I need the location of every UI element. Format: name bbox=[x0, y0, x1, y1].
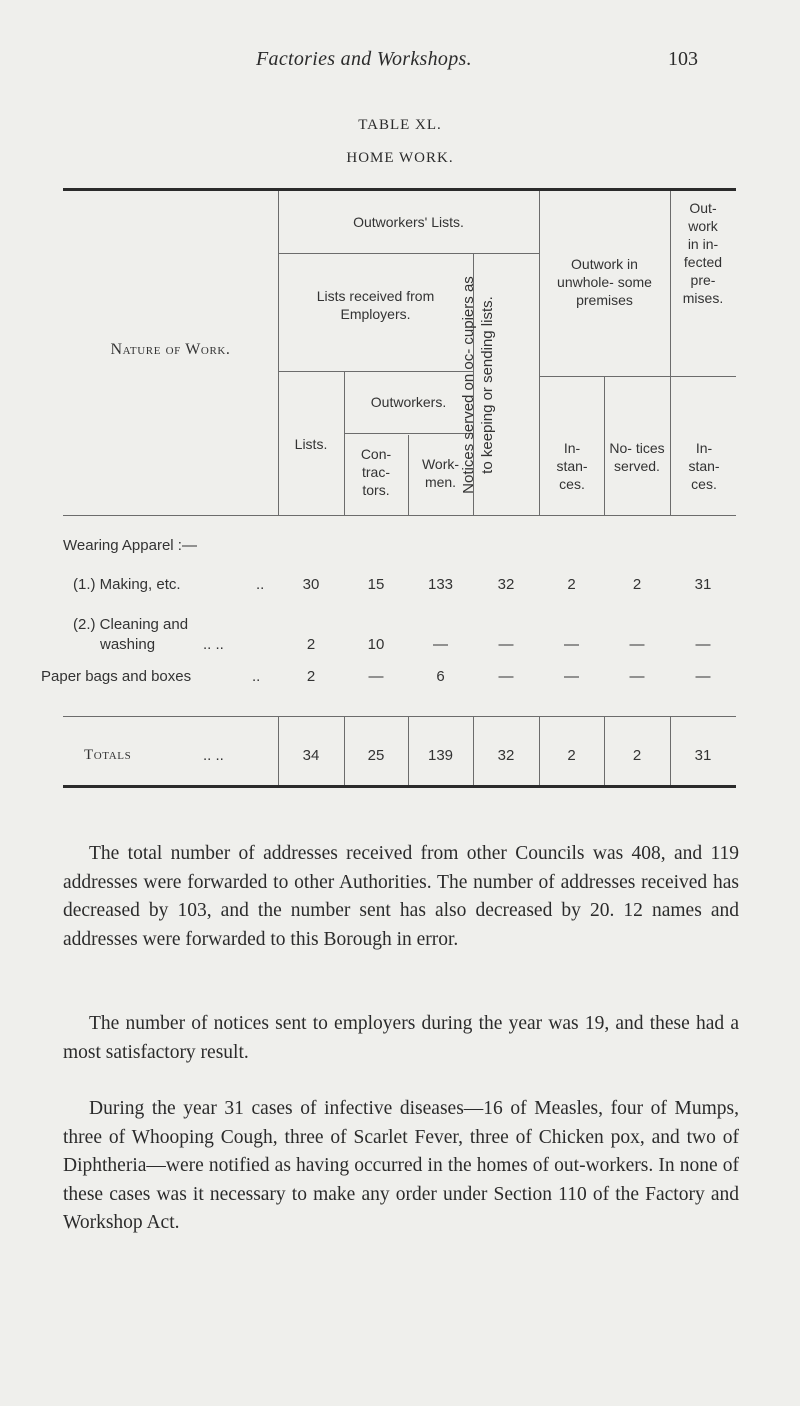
totals-cell: 2 bbox=[567, 747, 576, 764]
paragraph-text: The number of notices sent to employers during the year was 19, and these had a most satisfactory result. bbox=[63, 1013, 739, 1063]
table-cell: — bbox=[564, 668, 579, 685]
row-dots: .. bbox=[256, 576, 265, 593]
row-dots: .. bbox=[252, 668, 261, 685]
contractors-header: Con- trac- tors. bbox=[360, 446, 392, 498]
table-cell: 31 bbox=[694, 576, 712, 593]
table-cell: 10 bbox=[367, 636, 385, 653]
table-cell: 2 bbox=[306, 636, 316, 653]
table-cell: 2 bbox=[567, 576, 576, 593]
row-label: (1.) Making, etc. bbox=[73, 576, 181, 593]
paragraph-addresses bbox=[63, 840, 739, 954]
col-divider bbox=[408, 435, 409, 516]
running-title: Factories and Workshops. bbox=[256, 48, 472, 70]
totals-cell: 139 bbox=[427, 747, 454, 764]
totals-cell: 34 bbox=[302, 747, 320, 764]
header-rule bbox=[344, 433, 473, 434]
row-label-continued: washing bbox=[100, 636, 156, 653]
row-label: (2.) Cleaning and bbox=[73, 616, 189, 633]
lists-received-header: Lists received from Employers. bbox=[316, 288, 435, 322]
header-rule bbox=[278, 253, 539, 254]
col-divider bbox=[278, 191, 279, 516]
workmen-header: Work- men. bbox=[421, 456, 460, 490]
table-number: TABLE XL. bbox=[358, 117, 442, 133]
totals-label: Totals bbox=[84, 747, 132, 763]
notices-served-header: Notices served on oc- cupiers as to keeping or sending lists. bbox=[460, 276, 496, 494]
paragraph-text: The total number of addresses received from other Councils was 408, and 119 addresses were forwarded to other Authorities. The number of addresses received has decreased by 103, and the number sent has also decreased by 20. 12 names and addresses were forwarded to this Borough in error. bbox=[63, 843, 739, 950]
table-cell: 15 bbox=[367, 576, 385, 593]
table-cell: — bbox=[368, 668, 384, 685]
table-top-rule bbox=[63, 188, 736, 191]
col-divider bbox=[539, 191, 540, 516]
totals-cell: 25 bbox=[367, 747, 385, 764]
table-cell: 133 bbox=[427, 576, 454, 593]
row-dots: .. .. bbox=[203, 636, 224, 653]
unwholesome-premises-header: Outwork in unwhole- some premises bbox=[557, 256, 652, 308]
table-cell: — bbox=[695, 668, 711, 685]
page-header bbox=[0, 48, 800, 78]
table-bottom-rule bbox=[63, 785, 736, 788]
infected-premises-header: Out- work in in- fected pre- mises. bbox=[682, 200, 724, 306]
table-cell: — bbox=[498, 668, 514, 685]
table-cell: — bbox=[564, 636, 579, 653]
unwholesome-instances-header: In- stan- ces. bbox=[556, 440, 588, 492]
table-cell: — bbox=[433, 636, 448, 653]
totals-rule bbox=[63, 716, 736, 717]
table-cell: 2 bbox=[306, 668, 316, 685]
paragraph-diseases bbox=[63, 1095, 739, 1238]
header-rule bbox=[278, 371, 473, 372]
lists-header: Lists. bbox=[294, 436, 328, 452]
totals-cell: 32 bbox=[497, 747, 515, 764]
nature-of-work-header: Nature of Work. bbox=[110, 341, 231, 358]
section-label: Wearing Apparel :— bbox=[63, 537, 197, 554]
table-cell: 32 bbox=[497, 576, 515, 593]
unwholesome-notices-header: No- tices served. bbox=[609, 440, 665, 474]
col-divider bbox=[670, 191, 671, 516]
row-label: Paper bags and boxes bbox=[41, 668, 192, 685]
header-rule bbox=[539, 376, 736, 377]
totals-cell: 2 bbox=[632, 747, 642, 764]
infected-instances-header: In- stan- ces. bbox=[688, 440, 720, 492]
table-cell: 30 bbox=[302, 576, 320, 593]
outworkers-lists-header: Outworkers' Lists. bbox=[353, 214, 464, 230]
table-cell: — bbox=[498, 636, 514, 653]
totals-cell: 31 bbox=[694, 747, 712, 764]
paragraph-notices bbox=[63, 1010, 739, 1067]
paragraph-text: During the year 31 cases of infective diseases—16 of Measles, four of Mumps, three of Whooping Cough, three of Scarlet Fever, three of Chicken pox, and two of Diphtheria—were notified as having occurred in the homes of out-workers. In none of these cases was it necessary to make any order under Section 110 of the Factory and Workshop Act. bbox=[63, 1098, 739, 1233]
table-cell: 2 bbox=[632, 576, 642, 593]
outworkers-header: Outworkers. bbox=[370, 394, 447, 410]
table-cell: — bbox=[629, 668, 645, 685]
table-title: HOME WORK. bbox=[346, 150, 454, 166]
page-number: 103 bbox=[668, 48, 698, 70]
table-cell: — bbox=[695, 636, 711, 653]
row-dots: .. .. bbox=[203, 747, 224, 764]
header-bottom-rule bbox=[63, 515, 736, 516]
table-cell: 6 bbox=[436, 668, 445, 685]
col-divider bbox=[604, 376, 605, 516]
table-cell: — bbox=[629, 636, 645, 653]
